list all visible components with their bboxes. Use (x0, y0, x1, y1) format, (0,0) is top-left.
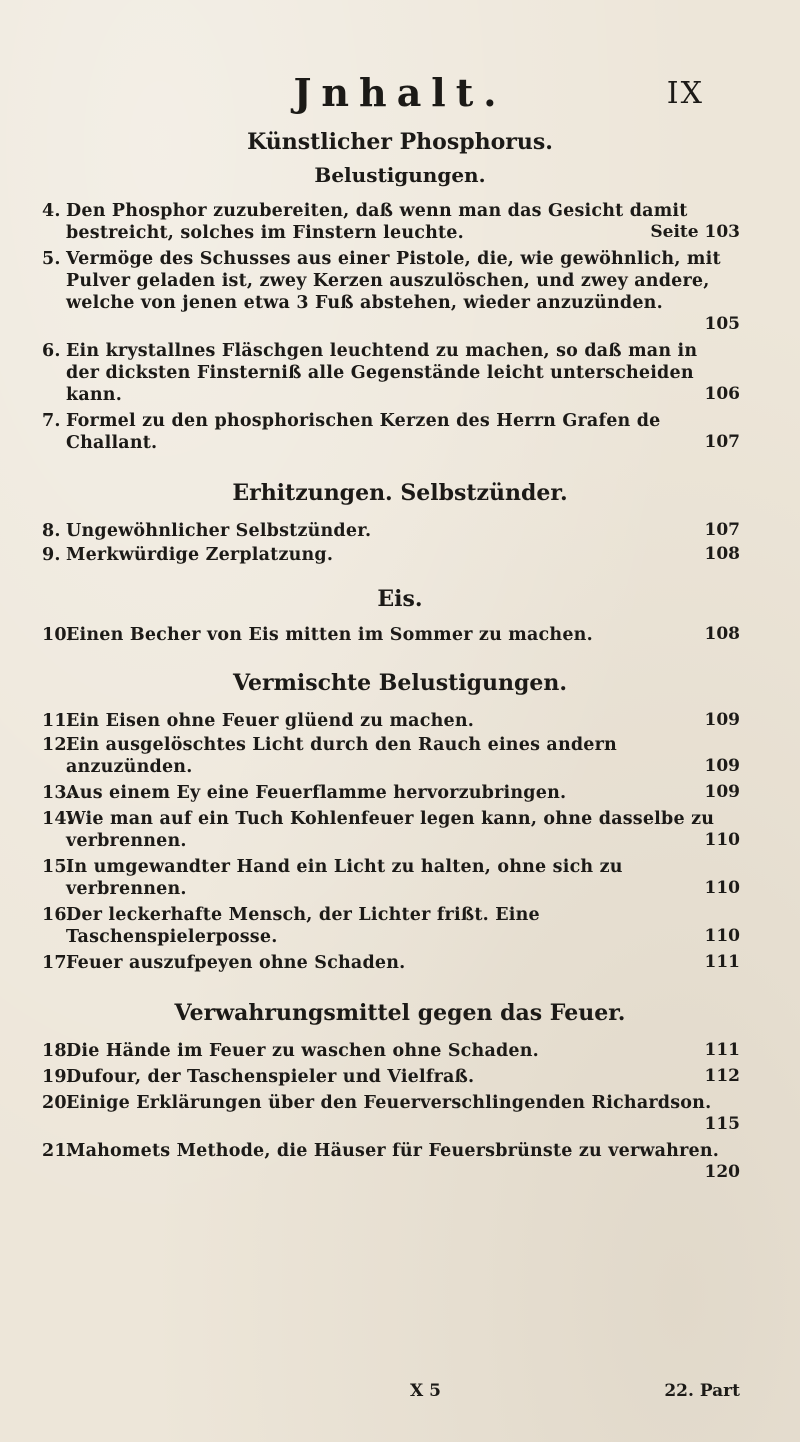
toc-entry (42, 808, 736, 852)
entry-number: 4. (42, 201, 61, 221)
entry-number: 13. (42, 783, 74, 803)
entry-text: Formel zu den phosphorischen Kerzen des Herrn Grafen de Challant. (66, 411, 661, 453)
section-subheading: Belustigungen. (314, 163, 486, 187)
entry-text: Aus einem Ey eine Feuerflamme hervorzubringen. (66, 783, 567, 803)
section-heading: Eis. (377, 586, 423, 612)
toc-entry (42, 340, 736, 406)
entry-text: Der leckerhafte Mensch, der Lichter frißt. Eine Taschenspielerposse. (66, 905, 540, 947)
entry-number: 5. (42, 249, 61, 269)
toc-entry (42, 782, 736, 804)
entry-text: Merkwürdige Zerplatzung. (66, 545, 334, 565)
entry-number: 19. (42, 1067, 74, 1087)
entry-page: 108 (704, 544, 740, 564)
entry-page: 107 (704, 432, 740, 452)
section-heading: Verwahrungsmittel gegen das Feuer. (174, 1000, 626, 1026)
section-heading: Künstlicher Phosphorus. (247, 129, 553, 155)
toc-entry (42, 544, 736, 566)
entry-text: Ein Eisen ohne Feuer glüend zu machen. (66, 711, 475, 731)
entry-page: 111 (704, 1040, 740, 1060)
entry-number: 18. (42, 1041, 74, 1061)
entry-text: Den Phosphor zuzubereiten, daß wenn man das Gesicht damit bestreicht, solches im Finstern leuchte. (66, 201, 688, 243)
entry-text: Ein ausgelöschtes Licht durch den Rauch eines andern anzuzünden. (66, 735, 617, 777)
toc-entry (42, 856, 736, 900)
entry-page: 111 (704, 952, 740, 972)
entry-page: 120 (704, 1162, 740, 1182)
running-title: Jnhalt. (293, 70, 507, 115)
entry-number: 17. (42, 953, 74, 973)
toc-entry (42, 904, 736, 948)
entry-text: Einige Erklärungen über den Feuerverschlingenden Richardson. (66, 1093, 712, 1113)
entry-number: 7. (42, 411, 61, 431)
toc-entry (42, 520, 736, 542)
entry-number: 20. (42, 1093, 74, 1113)
entry-page: 109 (704, 710, 740, 730)
entry-page: 115 (704, 1114, 740, 1134)
section-heading: Erhitzungen. Selbstzünder. (232, 480, 568, 506)
entry-text: Vermöge des Schusses aus einer Pistole, die, wie gewöhnlich, mit Pulver geladen ist, zwey Kerzen auszulöschen, und zwey andere, welche von jenen etwa 3 Fuß abstehen, wieder anzuzünden. (66, 249, 721, 313)
entry-page: Seite 103 (650, 222, 740, 242)
toc-entry (42, 710, 736, 732)
entry-text: Dufour, der Taschenspieler und Vielfraß. (66, 1067, 475, 1087)
section-heading: Vermischte Belustigungen. (232, 670, 568, 696)
page-number: IX (666, 76, 704, 111)
entry-text: Feuer auszufpeyen ohne Schaden. (66, 953, 406, 973)
toc-entry (42, 1092, 736, 1114)
page-header (0, 70, 800, 120)
entry-text: Ungewöhnlicher Selbstzünder. (66, 521, 372, 541)
toc-entry (42, 248, 736, 314)
toc-entry (42, 1140, 736, 1162)
entry-page: 110 (704, 926, 740, 946)
entry-number: 16. (42, 905, 74, 925)
entry-text: Ein krystallnes Fläschgen leuchtend zu machen, so daß man in der dicksten Finsterniß alle Gegenstände leicht unterscheiden kann. (66, 341, 698, 405)
entry-page: 110 (704, 830, 740, 850)
entry-page: 112 (704, 1066, 740, 1086)
entry-text: In umgewandter Hand ein Licht zu halten, ohne sich zu verbrennen. (66, 857, 623, 899)
entry-text: Die Hände im Feuer zu waschen ohne Schaden. (66, 1041, 539, 1061)
entry-number: 11. (42, 711, 74, 731)
toc-entry (42, 734, 736, 778)
entry-number: 10. (42, 625, 74, 645)
entry-number: 8. (42, 521, 61, 541)
toc-entry (42, 410, 736, 454)
toc-entry (42, 1040, 736, 1062)
entry-text: Wie man auf ein Tuch Kohlenfeuer legen kann, ohne dasselbe zu verbrennen. (66, 809, 715, 851)
entry-page: 107 (704, 520, 740, 540)
toc-entry (42, 624, 736, 646)
entry-page: 108 (704, 624, 740, 644)
entry-page: 109 (704, 756, 740, 776)
entry-number: 15. (42, 857, 74, 877)
entry-text: Einen Becher von Eis mitten im Sommer zu machen. (66, 625, 593, 645)
entry-number: 21. (42, 1141, 74, 1161)
toc-entry (42, 1066, 736, 1088)
entry-page: 105 (704, 314, 740, 334)
entry-number: 14. (42, 809, 74, 829)
entry-number: 6. (42, 341, 61, 361)
catchword: 22. Part (664, 1381, 740, 1401)
entry-page: 106 (704, 384, 740, 404)
toc-entry (42, 952, 736, 974)
entry-page: 109 (704, 782, 740, 802)
entry-page: 110 (704, 878, 740, 898)
signature-mark: X 5 (410, 1381, 441, 1401)
entry-text: Mahomets Methode, die Häuser für Feuersbrünste zu verwahren. (66, 1141, 720, 1161)
entry-number: 9. (42, 545, 61, 565)
entry-number: 12. (42, 735, 74, 755)
